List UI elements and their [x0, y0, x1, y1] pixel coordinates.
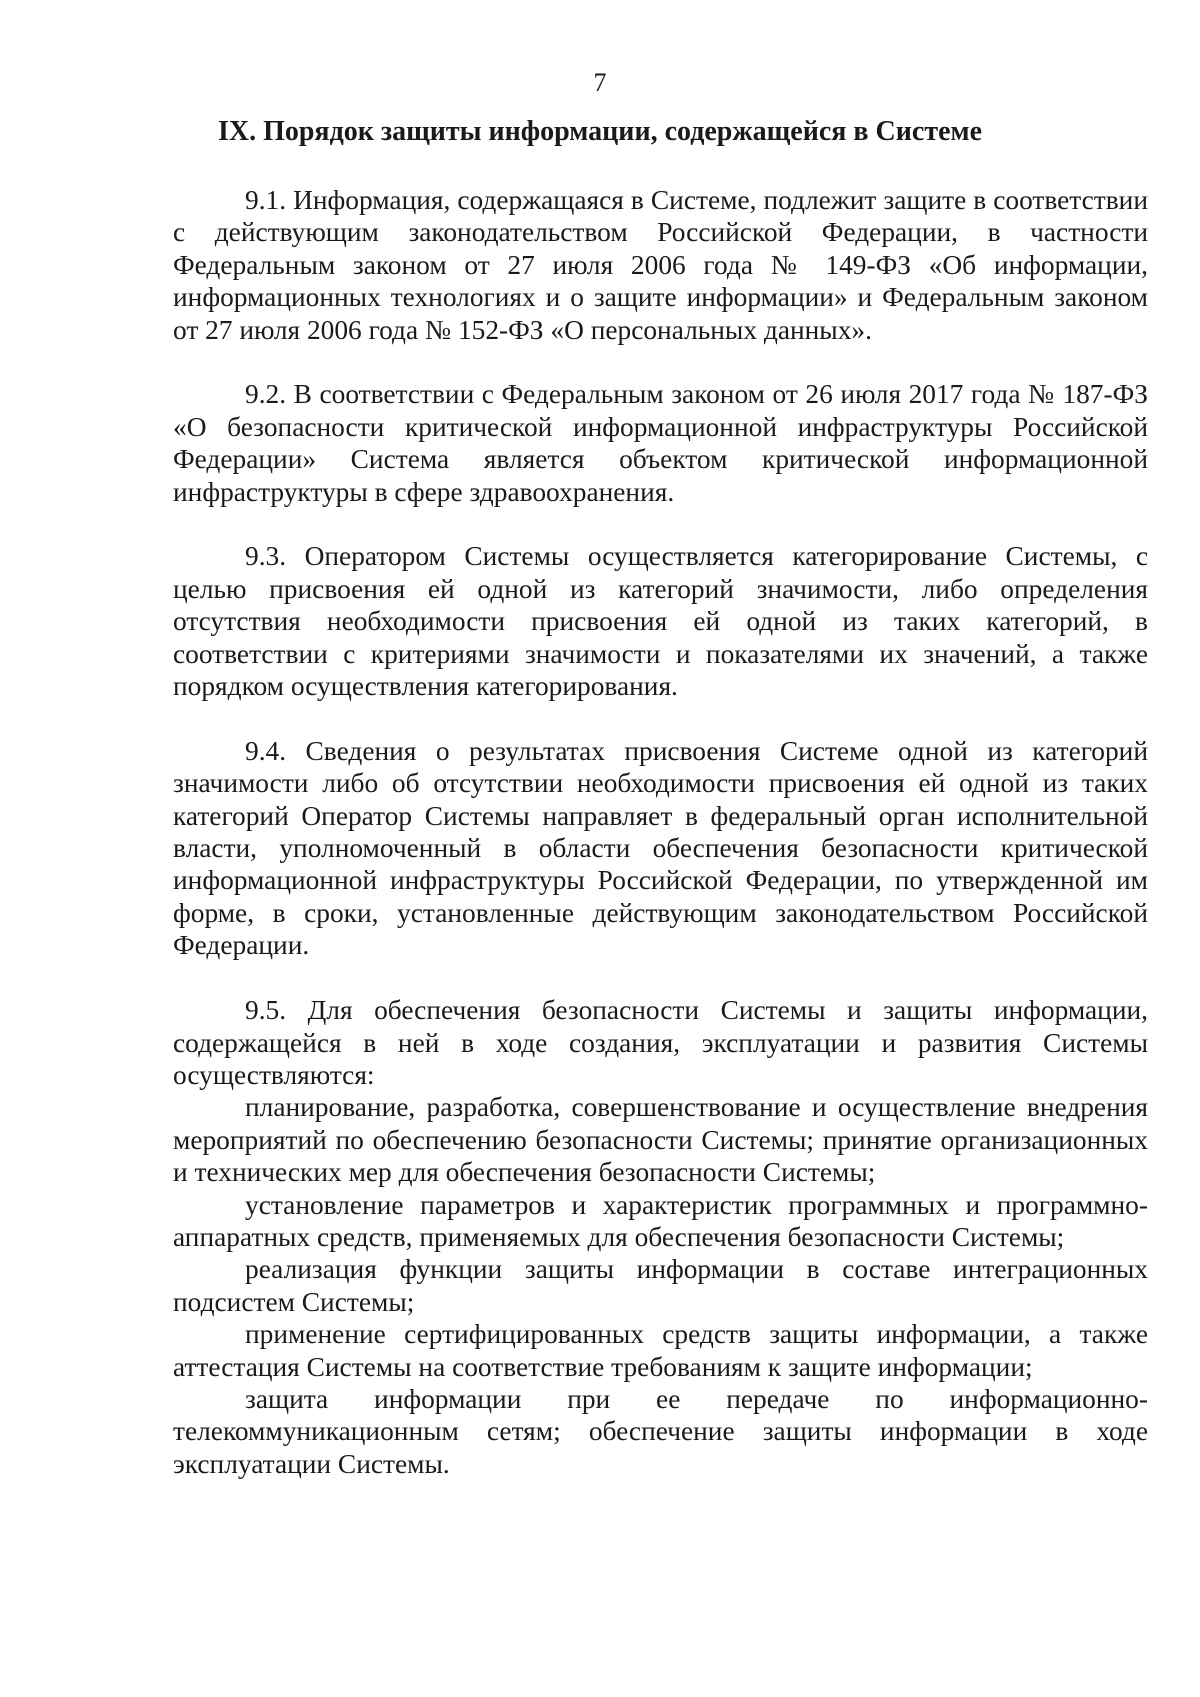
paragraph-9-5-intro: 9.5. Для обеспечения безопасности Системы и защиты информации, содержащейся в ней в ходе создания, эксплуатации и развития Системы осуществляются: [173, 995, 1148, 1090]
paragraph-9-1: 9.1. Информация, содержащаяся в Системе, подлежит защите в соответствии с действующим законодательством Российской Федерации, в частности Федеральным законом от 27 июля 2006 года № 149-ФЗ «Об информации, информационных технологиях и о защите информации» и Федеральным законом от 27 июля 2006 года № 152-ФЗ «О персональных данных». [173, 185, 1148, 345]
page-number: 7 [593, 68, 607, 97]
paragraph-9-5 [173, 994, 1148, 1480]
section-title: IX. Порядок защиты информации, содержащейся в Системе [217, 116, 983, 147]
list-item: применение сертифицированных средств защиты информации, а также аттестация Системы на соответствие требованиям к защите информации; [173, 1319, 1148, 1382]
list-item: реализация функции защиты информации в составе интеграционных подсистем Системы; [173, 1254, 1148, 1317]
list-item: планирование, разработка, совершенствование и осуществление внедрения мероприятий по обеспечению безопасности Системы; принятие организационных и технических мер для обеспечения безопасности Системы; [173, 1092, 1148, 1188]
paragraph-9-2: 9.2. В соответствии с Федеральным законом от 26 июля 2017 года № 187-ФЗ «О безопасности критической информационной инфраструктуры Российской Федерации» Система является объектом критической информационной инфраструктуры в сфере здравоохранения. [173, 379, 1148, 507]
list-item: установление параметров и характеристик программных и программно-аппаратных средств, применяемых для обеспечения безопасности Системы; [173, 1189, 1148, 1252]
document-body [173, 184, 1148, 1480]
paragraph-9-4: 9.4. Сведения о результатах присвоения Системе одной из категорий значимости либо об отсутствии необходимости присвоения ей одной из таких категорий Оператор Системы направляет в федеральный орган исполнительной власти, уполномоченный в области обеспечения безопасности критической информационной инфраструктуры Российской Федерации, по утвержденной им форме, в сроки, установленные действующим законодательством Российской Федерации. [173, 735, 1148, 961]
paragraph-9-3: 9.3. Оператором Системы осуществляется категорирование Системы, с целью присвоения ей одной из категорий значимости, либо определения отсутствия необходимости присвоения ей одной из таких категорий, в соответствии с критериями значимости и показателями их значений, а также порядком осуществления категорирования. [173, 541, 1148, 702]
list-item: защита информации при ее передаче по информационно-телекоммуникационным сетям; обеспечение защиты информации в ходе эксплуатации Системы. [173, 1383, 1148, 1479]
